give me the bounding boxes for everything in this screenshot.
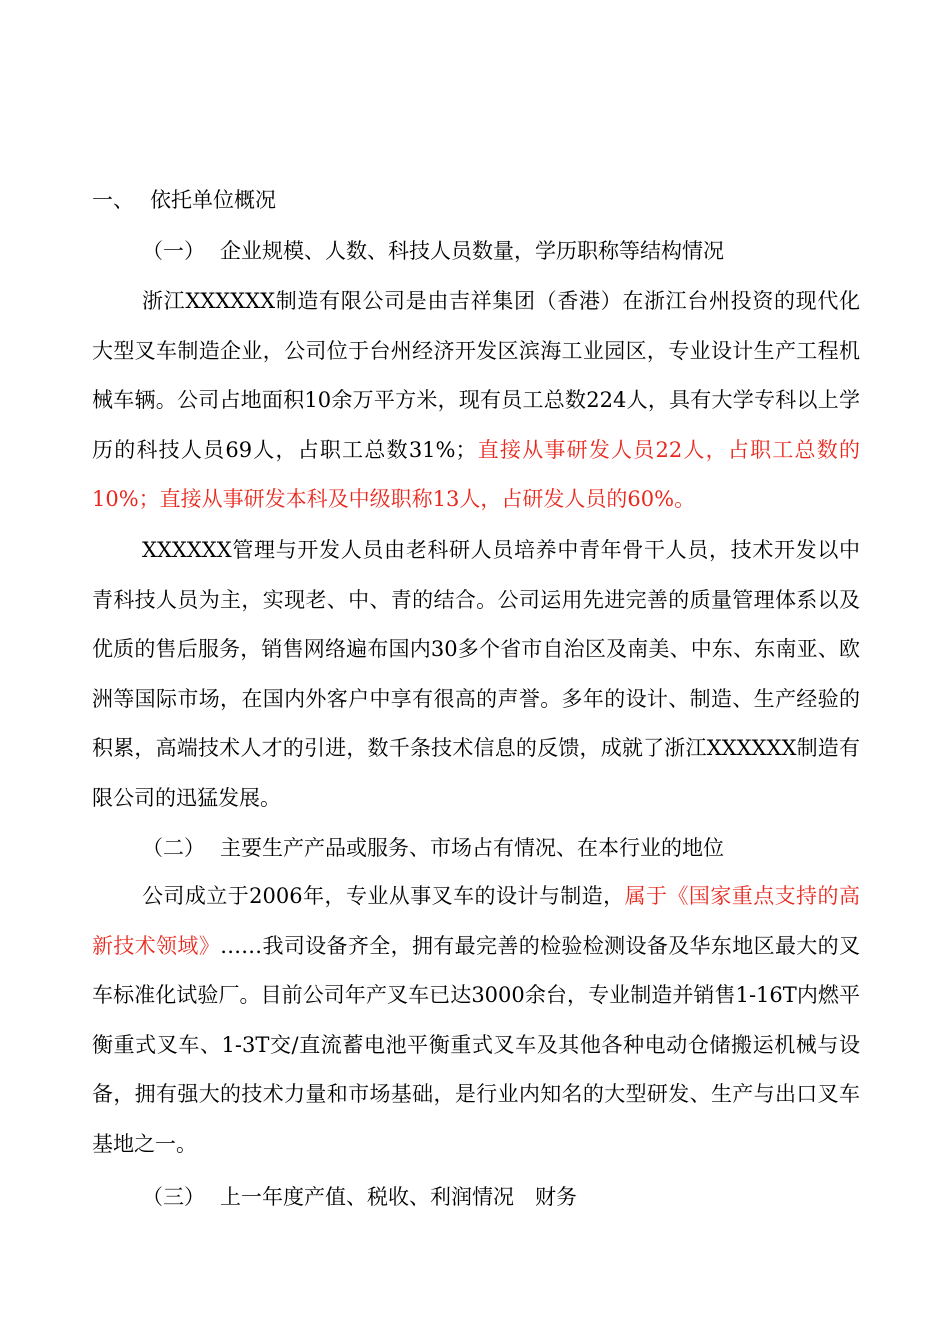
paragraph-team (92, 526, 860, 823)
subsection-heading-3 (142, 1180, 577, 1214)
highlighted-text: 属于《国家重点支持的高新技术领域》 (92, 884, 860, 958)
subsection-number: （三） (142, 1185, 205, 1209)
paragraph-text: ……我司设备齐全，拥有最完善的检验检测设备及华东地区最大的叉车标准化试验厂。目前公司年产叉车已达3000余台，专业制造并销售1-16T内燃平衡重式叉车、1-3T交/直流蓄电池平衡重式叉车及其他各种电动仓储搬运机械与设备，拥有强大的技术力量和市场基础，是行业内知名的大型研发、生产与出口叉车基地之一。 (92, 933, 861, 1156)
paragraph-company-scale (92, 277, 860, 525)
section-number: 一、 (92, 188, 134, 212)
subsection-title: 上一年度产值、税收、利润情况 财务 (220, 1185, 577, 1209)
section-heading-1 (92, 183, 276, 217)
subsection-heading-2 (142, 831, 724, 865)
subsection-title: 企业规模、人数、科技人员数量，学历职称等结构情况 (220, 239, 724, 263)
paragraph-text: 公司成立于2006年，专业从事叉车的设计与制造， (142, 884, 625, 908)
subsection-heading-1 (142, 234, 724, 268)
highlighted-text: 直接从事研发人员22人，占职工总数的10%；直接从事研发本科及中级职称13人，占研发人员的60%。 (92, 437, 860, 511)
paragraph-text: XXXXXX管理与开发人员由老科研人员培养中青年骨干人员，技术开发以中青科技人员为主，实现老、中、青的结合。公司运用先进完善的质量管理体系以及优质的售后服务，销售网络遍布国内30多个省市自治区及南美、中东、东南亚、欧洲等国际市场，在国内外客户中享有很高的声誉。多年的设计、制造、生产经验的积累，高端技术人才的引进，数千条技术信息的反馈，成就了浙江XXXXXX制造有限公司的迅猛发展。 (92, 538, 860, 810)
paragraph-products (92, 872, 860, 1169)
subsection-number: （二） (142, 836, 205, 860)
subsection-number: （一） (142, 239, 205, 263)
paragraph-text: 浙江XXXXXX制造有限公司是由吉祥集团（香港）在浙江台州投资的现代化大型叉车制造企业，公司位于台州经济开发区滨海工业园区，专业设计生产工程机械车辆。公司占地面积10余万平方米，现有员工总数224人，具有大学专科以上学历的科技人员69人，占职工总数31%； (92, 289, 860, 462)
subsection-title: 主要生产产品或服务、市场占有情况、在本行业的地位 (220, 836, 724, 860)
section-title: 依托单位概况 (150, 188, 276, 212)
